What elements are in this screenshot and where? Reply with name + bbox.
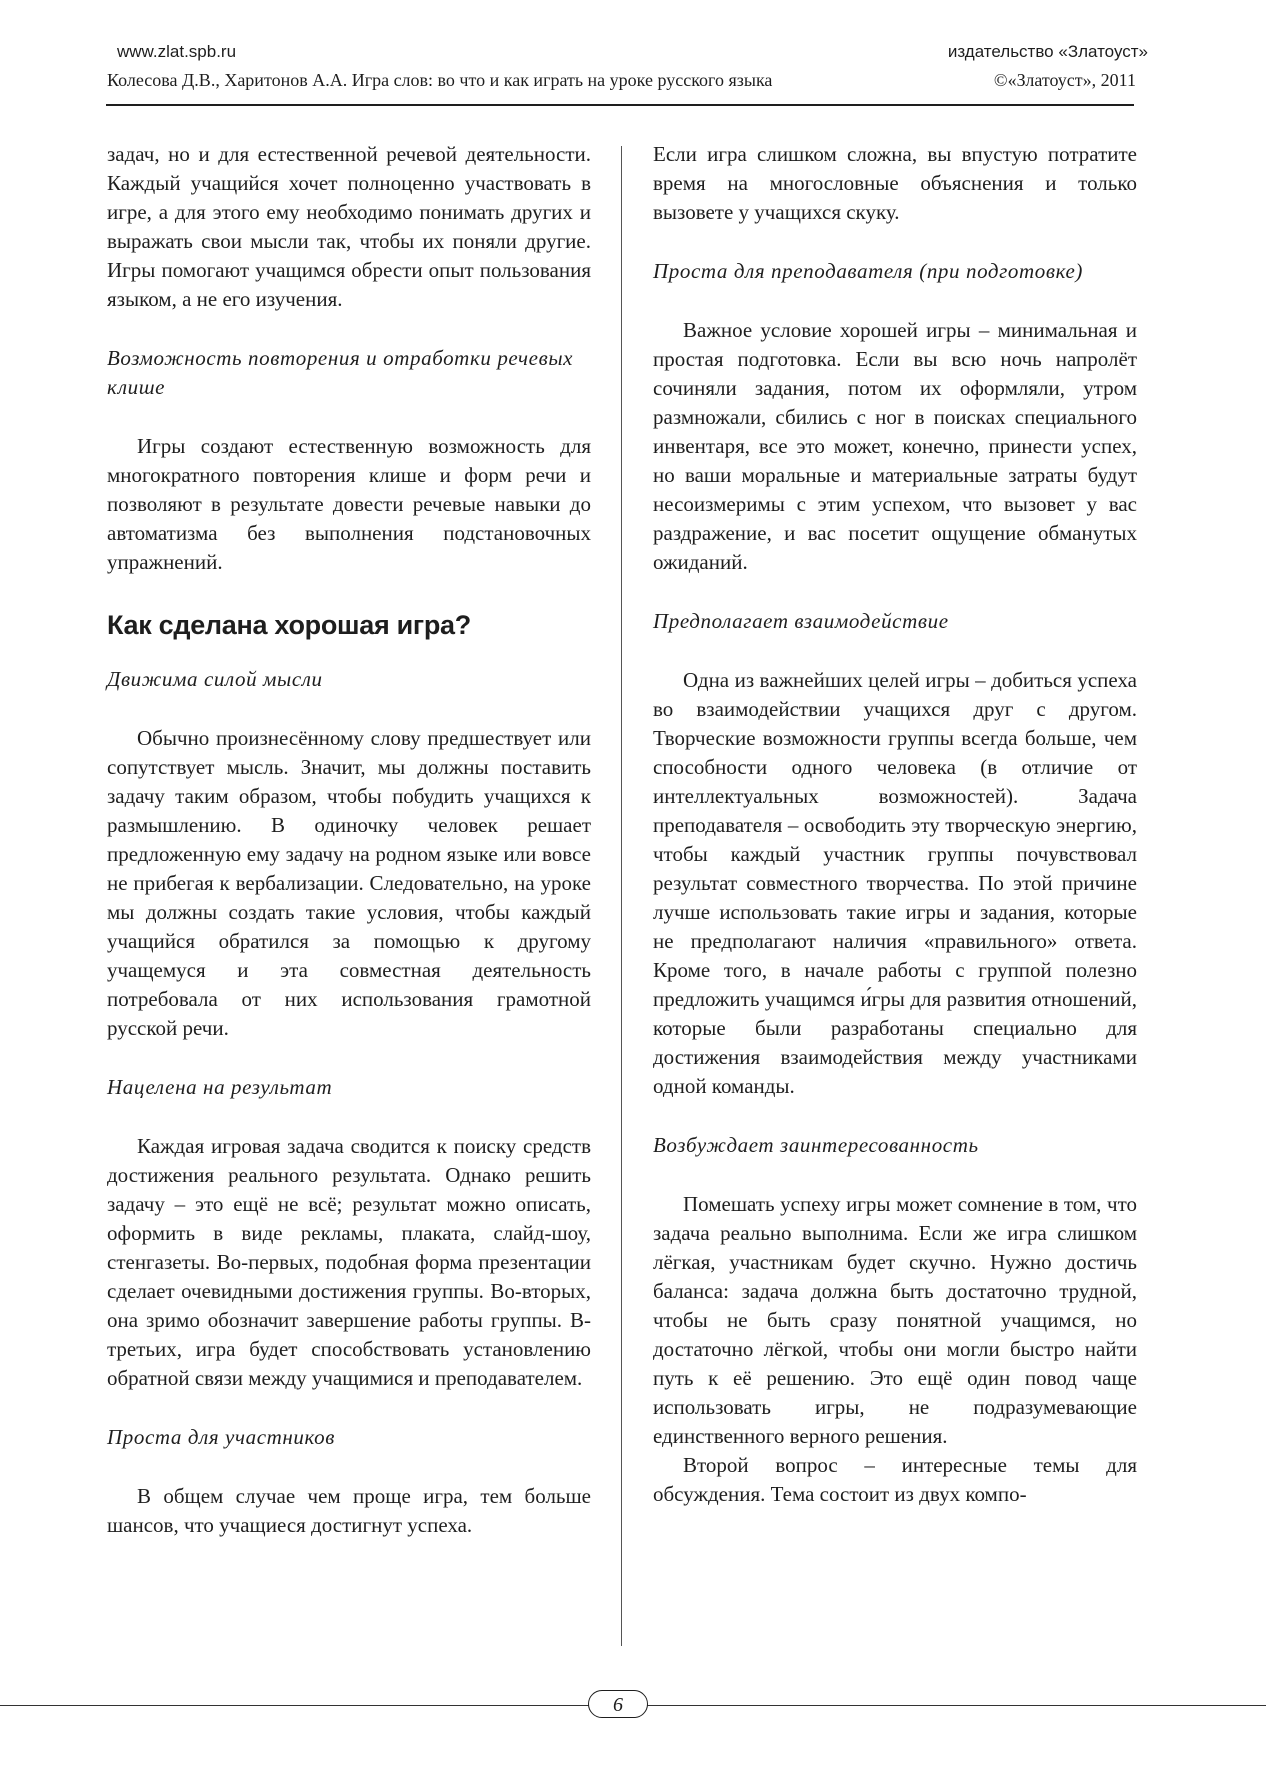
subheading: Возможность повторения и отработки речевых клише bbox=[107, 346, 574, 399]
page-number: 6 bbox=[588, 1690, 648, 1718]
paragraph: задач, но и для естественной речевой деятельности. Каждый учащийся хочет полноценно участвовать в игре, а для этого ему необходимо понимать других и выражать свои мысли так, чтобы их поняли другие. Игры помогают учащимся обрести опыт пользования языком, а не его изучения. bbox=[107, 142, 591, 311]
subheading: Движима силой мысли bbox=[107, 667, 323, 691]
column-divider bbox=[621, 146, 622, 1646]
subheading: Проста для участников bbox=[107, 1425, 335, 1449]
paragraph: Каждая игровая задача сводится к поиску средств достижения реального результата. Однако решить задачу – это ещё не всё; результат можно описать, оформить в виде рекламы, плаката, слайд-шоу, стенгазеты. Во-первых, подобная форма презентации сделает очевидными достижения группы. Во-вторых, она зримо обозначит завершение работы группы. В-третьих, игра будет способствовать установлению обратной связи между учащимися и преподавателем. bbox=[107, 1134, 591, 1390]
paragraph: Помешать успеху игры может сомнение в том, что задача реально выполнима. Если же игра слишком лёгкая, участникам будет скучно. Нужно достичь баланса: задача должна быть достаточно трудной, чтобы не быть сразу понятной учащимся, но достаточно лёгкой, чтобы они могли быстро найти путь к её решению. Это ещё один повод чаще использовать игры, не подразумевающие единственного верного решения. bbox=[653, 1192, 1137, 1448]
subheading: Возбуждает заинтересованность bbox=[653, 1133, 979, 1157]
subheading: Проста для преподавателя (при подготовке) bbox=[653, 259, 1083, 283]
right-column bbox=[653, 140, 1137, 1539]
paragraph: Обычно произнесённому слову предшествует или сопутствует мысль. Значит, мы должны поставить задачу таким образом, чтобы побудить учащихся к размышлению. В одиночку человек решает предложенную ему задачу на родном языке или вовсе не прибегая к вербализации. Следовательно, на уроке мы должны создать такие условия, чтобы каждый учащийся обратился за помощью к другому учащемуся и эта совместная деятельность потребовала от них использования грамотной русской речи. bbox=[107, 726, 591, 1040]
paragraph: Игры создают естественную возможность для многократного повторения клише и форм речи и позволяют в результате довести речевые навыки до автоматизма без выполнения подстановочных упражнений. bbox=[107, 434, 591, 574]
subheading: Предполагает взаимодействие bbox=[653, 609, 949, 633]
paragraph: Если игра слишком сложна, вы впустую потратите время на многословные объяснения и только вызовете у учащихся скуку. bbox=[653, 142, 1137, 224]
paragraph: Одна из важнейших целей игры – добиться успеха во взаимодействии учащихся друг с другом. Творческие возможности группы всегда больше, чем способности одного человека (в отличие от интеллектуальных возможностей). Задача преподавателя – освободить эту творческую энергию, чтобы каждый участник группы почувствовал результат совместного творчества. По этой причине лучше использовать такие игры и задания, которые не предполагают наличия «правильного» ответа. Кроме того, в начале работы с группой полезно предложить учащимся и́гры для развития отношений, которые были разработаны специально для достижения взаимодействия между участниками одной команды. bbox=[653, 668, 1137, 1098]
header-copyright: ©«Златоуст», 2011 bbox=[993, 70, 1136, 90]
section-heading: Как сделана хорошая игра? bbox=[107, 610, 471, 640]
header-rule bbox=[106, 104, 1134, 106]
header-url: www.zlat.spb.ru bbox=[117, 42, 237, 61]
header-publisher: издательство «Златоуст» bbox=[947, 42, 1148, 61]
subheading: Нацелена на результат bbox=[107, 1075, 333, 1099]
header-book-title: Колесова Д.В., Харитонов А.А. Игра слов: во что и как играть на уроке русского языка bbox=[107, 70, 773, 90]
paragraph: В общем случае чем проще игра, тем больше шансов, что учащиеся достигнут успеха. bbox=[107, 1484, 591, 1537]
paragraph: Важное условие хорошей игры – минимальная и простая подготовка. Если вы всю ночь напролёт сочиняли задания, потом их оформляли, утром размножали, сбились с ног в поисках специального инвентаря, все это может, конечно, принести успех, но ваши моральные и материальные затраты будут несоизмеримы с этим успехом, что вызовет у вас раздражение, и вас посетит ощущение обманутых ожиданий. bbox=[653, 318, 1137, 574]
paragraph: Второй вопрос – интересные темы для обсуждения. Тема состоит из двух компо- bbox=[653, 1453, 1137, 1506]
left-column bbox=[107, 140, 591, 1570]
